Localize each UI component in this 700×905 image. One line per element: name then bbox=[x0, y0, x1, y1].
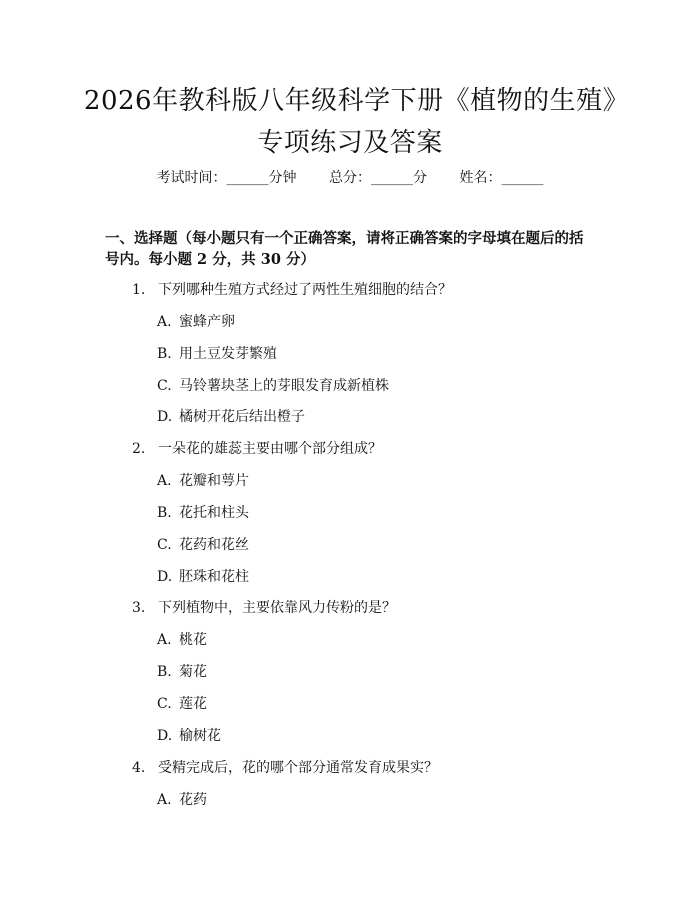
option-letter: B. bbox=[157, 664, 172, 680]
option-text: 花药和花丝 bbox=[179, 537, 249, 553]
option-3c bbox=[157, 694, 207, 714]
option-1c bbox=[157, 376, 389, 396]
option-text: 莲花 bbox=[179, 696, 207, 712]
question-number: 4. bbox=[132, 760, 146, 776]
option-text: 花瓣和萼片 bbox=[179, 473, 249, 489]
option-3a bbox=[157, 630, 207, 650]
question-2 bbox=[132, 439, 382, 459]
option-letter: C. bbox=[157, 537, 172, 553]
option-letter: D. bbox=[157, 569, 173, 585]
document-title: 2026年教科版八年级科学下册《植物的生殖》专项练习及答案 bbox=[83, 86, 617, 158]
question-number: 3. bbox=[132, 600, 146, 616]
option-text: 马铃薯块茎上的芽眼发育成新植株 bbox=[179, 378, 389, 394]
section-heading: 一、选择题（每小题只有一个正确答案，请将正确答案的字母填在题后的括号内。每小题 2 分，共 30 分） bbox=[105, 230, 584, 268]
question-3 bbox=[132, 598, 396, 618]
option-text: 花药 bbox=[179, 792, 207, 808]
option-letter: A. bbox=[157, 632, 172, 648]
total-score-suffix: 分 bbox=[413, 170, 427, 186]
option-letter: D. bbox=[157, 409, 173, 425]
question-number: 2. bbox=[132, 441, 146, 457]
option-2b bbox=[157, 503, 249, 523]
option-2a bbox=[157, 471, 249, 491]
question-1 bbox=[132, 280, 452, 300]
option-letter: A. bbox=[157, 792, 172, 808]
option-letter: C. bbox=[157, 696, 172, 712]
option-text: 蜜蜂产卵 bbox=[179, 314, 235, 330]
exam-time-suffix: 分钟 bbox=[268, 170, 297, 186]
exam-time-field bbox=[157, 168, 297, 188]
exam-time-blank: ______ bbox=[226, 170, 269, 186]
name-label: 姓名： bbox=[459, 170, 502, 186]
option-letter: C. bbox=[157, 378, 172, 394]
option-letter: B. bbox=[157, 346, 172, 362]
total-score-field bbox=[329, 168, 427, 188]
option-text: 菊花 bbox=[179, 664, 207, 680]
option-letter: D. bbox=[157, 728, 173, 744]
option-4a bbox=[157, 790, 207, 810]
question-text: 受精完成后，花的哪个部分通常发育成果实？ bbox=[158, 760, 438, 776]
question-number: 1. bbox=[132, 282, 146, 298]
option-text: 胚珠和花柱 bbox=[179, 569, 249, 585]
question-text: 下列植物中，主要依靠风力传粉的是？ bbox=[158, 600, 396, 616]
exam-time-label: 考试时间： bbox=[156, 170, 227, 186]
option-3d bbox=[157, 726, 221, 746]
name-field bbox=[459, 168, 543, 188]
total-score-label: 总分： bbox=[329, 170, 371, 186]
total-score-blank: ______ bbox=[371, 170, 413, 186]
question-text: 下列哪种生殖方式经过了两性生殖细胞的结合？ bbox=[158, 282, 452, 298]
question-4 bbox=[132, 758, 438, 778]
option-2c bbox=[157, 535, 249, 555]
option-letter: A. bbox=[157, 473, 172, 489]
option-letter: A. bbox=[157, 314, 172, 330]
exam-info-line bbox=[0, 168, 700, 188]
question-text: 一朵花的雄蕊主要由哪个部分组成？ bbox=[158, 441, 382, 457]
option-3b bbox=[157, 662, 207, 682]
option-text: 花托和柱头 bbox=[179, 505, 249, 521]
option-2d bbox=[157, 567, 249, 587]
option-text: 桃花 bbox=[179, 632, 207, 648]
option-letter: B. bbox=[157, 505, 172, 521]
option-text: 橘树开花后结出橙子 bbox=[179, 409, 305, 425]
option-text: 用土豆发芽繁殖 bbox=[179, 346, 277, 362]
name-blank: ______ bbox=[501, 170, 544, 186]
option-1b bbox=[157, 344, 277, 364]
option-1d bbox=[157, 407, 305, 427]
option-1a bbox=[157, 312, 235, 332]
option-text: 榆树花 bbox=[179, 728, 221, 744]
